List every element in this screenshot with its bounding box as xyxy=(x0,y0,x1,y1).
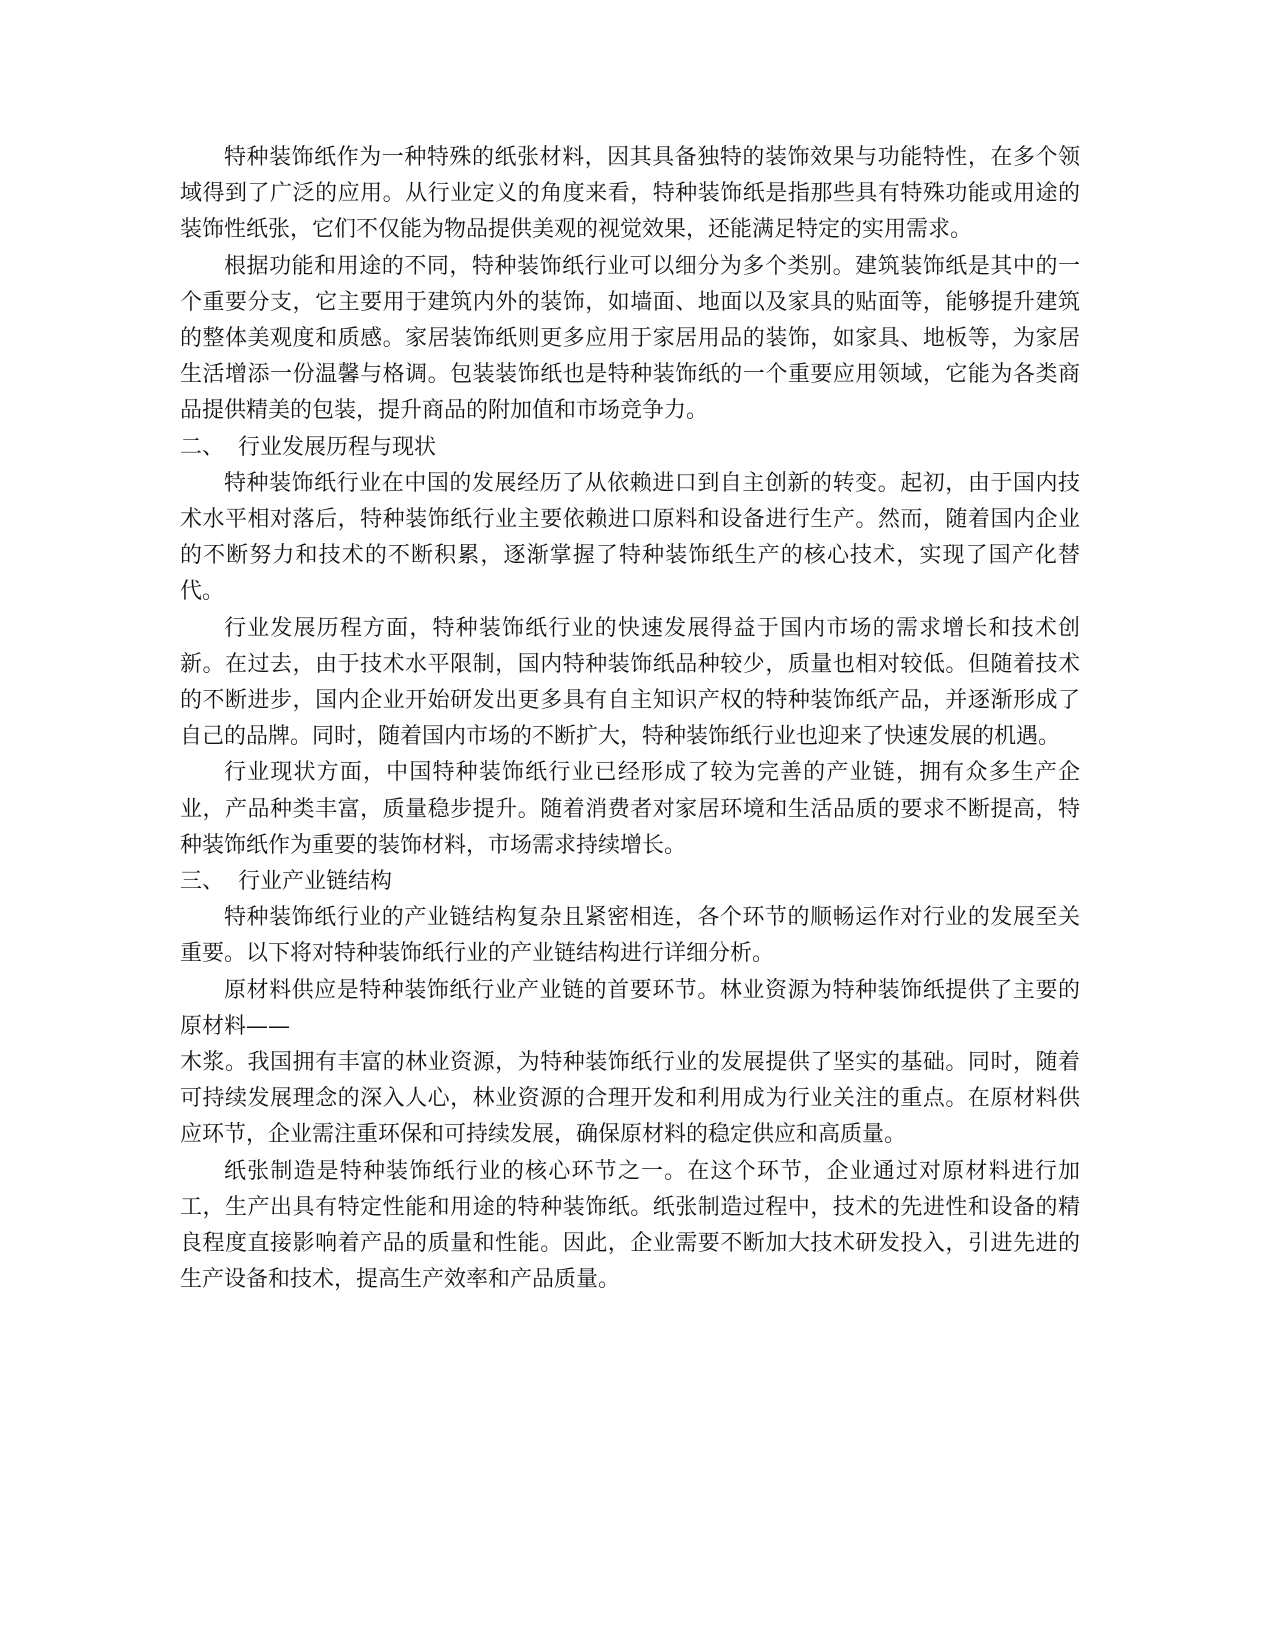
paragraph-import-to-innovation: 特种装饰纸行业在中国的发展经历了从依赖进口到自主创新的转变。起初，由于国内技术水平相对落后，特种装饰纸行业主要依赖进口原料和设备进行生产。然而，随着国内企业的不断努力和技术的不断积累，逐渐掌握了特种装饰纸生产的核心技术，实现了国产化替代。 xyxy=(180,470,1080,605)
section-heading-development: 二、 行业发展历程与现状 xyxy=(180,434,436,460)
paragraph-raw-material-intro: 原材料供应是特种装饰纸行业产业链的首要环节。林业资源为特种装饰纸提供了主要的原材料—— xyxy=(180,977,1080,1039)
paragraph-categories: 根据功能和用途的不同，特种装饰纸行业可以细分为多个类别。建筑装饰纸是其中的一个重要分支，它主要用于建筑内外的装饰，如墙面、地面以及家具的贴面等，能够提升建筑的整体美观度和质感。家居装饰纸则更多应用于家居用品的装饰，如家具、地板等，为家居生活增添一份温馨与格调。包装装饰纸也是特种装饰纸的一个重要应用领域，它能为各类商品提供精美的包装，提升商品的附加值和市场竞争力。 xyxy=(180,253,1080,424)
document-page xyxy=(180,140,1080,1299)
section-heading-industry-chain: 三、 行业产业链结构 xyxy=(180,869,392,895)
paragraph-chain-overview: 特种装饰纸行业的产业链结构复杂且紧密相连，各个环节的顺畅运作对行业的发展至关重要。以下将对特种装饰纸行业的产业链结构进行详细分析。 xyxy=(180,905,1080,967)
paragraph-raw-material-continued: 木浆。我国拥有丰富的林业资源，为特种装饰纸行业的发展提供了坚实的基础。同时，随着可持续发展理念的深入人心，林业资源的合理开发和利用成为行业关注的重点。在原材料供应环节，企业需注重环保和可持续发展，确保原材料的稳定供应和高质量。 xyxy=(180,1050,1080,1148)
paragraph-development-history: 行业发展历程方面，特种装饰纸行业的快速发展得益于国内市场的需求增长和技术创新。在过去，由于技术水平限制，国内特种装饰纸品种较少，质量也相对较低。但随着技术的不断进步，国内企业开始研发出更多具有自主知识产权的特种装饰纸产品，并逐渐形成了自己的品牌。同时，随着国内市场的不断扩大，特种装饰纸行业也迎来了快速发展的机遇。 xyxy=(180,615,1080,750)
paragraph-paper-manufacturing: 纸张制造是特种装饰纸行业的核心环节之一。在这个环节，企业通过对原材料进行加工，生产出具有特定性能和用途的特种装饰纸。纸张制造过程中，技术的先进性和设备的精良程度直接影响着产品的质量和性能。因此，企业需要不断加大技术研发投入，引进先进的生产设备和技术，提高生产效率和产品质量。 xyxy=(180,1158,1080,1293)
paragraph-current-status: 行业现状方面，中国特种装饰纸行业已经形成了较为完善的产业链，拥有众多生产企业，产品种类丰富，质量稳步提升。随着消费者对家居环境和生活品质的要求不断提高，特种装饰纸作为重要的装饰材料，市场需求持续增长。 xyxy=(180,760,1080,858)
paragraph-intro-definition: 特种装饰纸作为一种特殊的纸张材料，因其具备独特的装饰效果与功能特性，在多个领域得到了广泛的应用。从行业定义的角度来看，特种装饰纸是指那些具有特殊功能或用途的装饰性纸张，它们不仅能为物品提供美观的视觉效果，还能满足特定的实用需求。 xyxy=(180,145,1080,243)
